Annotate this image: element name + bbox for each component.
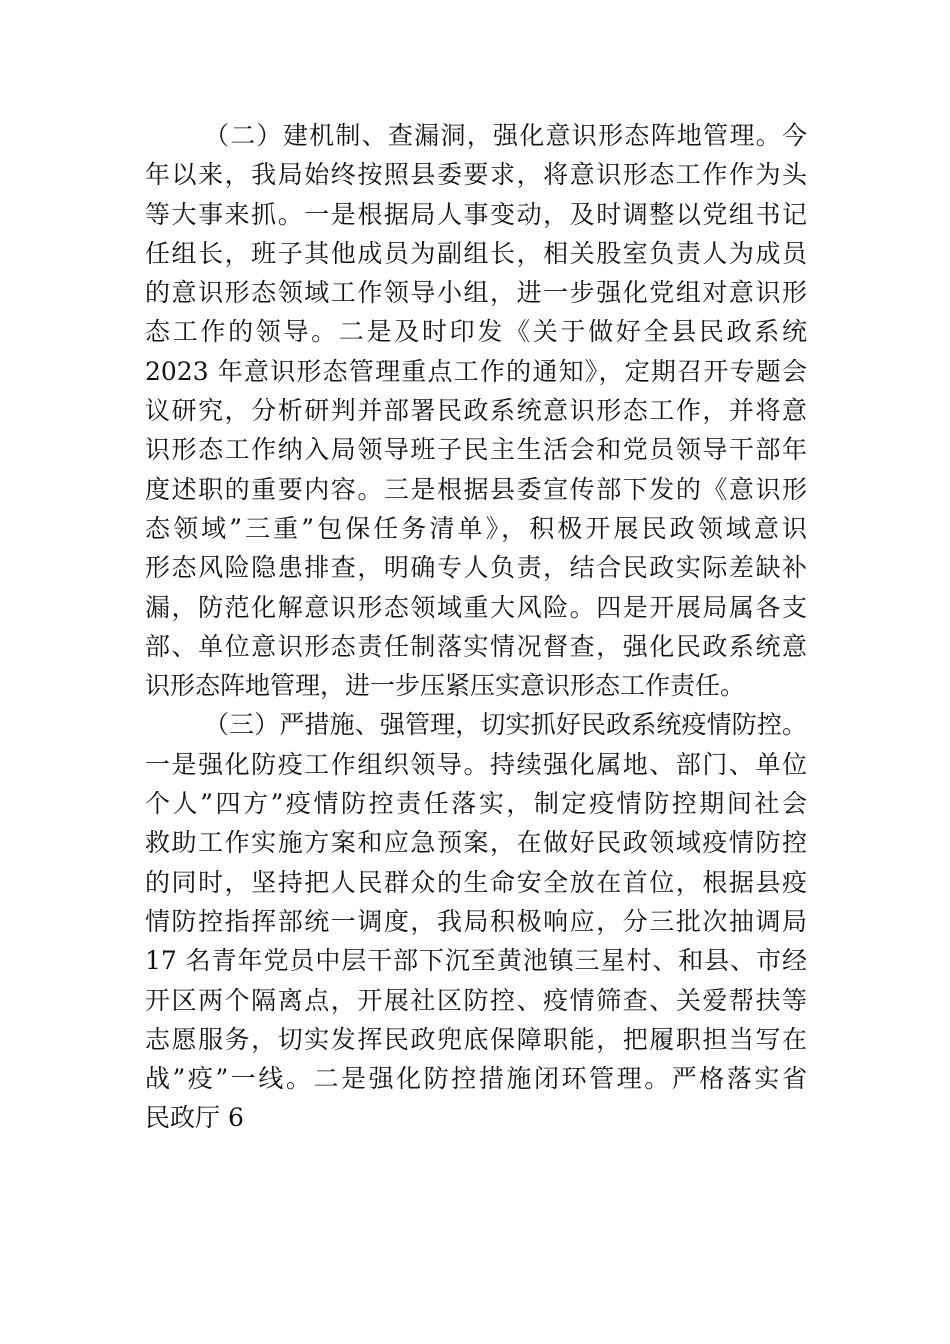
text-line: 识形态阵地管理，进一步压紧压实意识形态工作责任。 xyxy=(145,671,746,701)
text-line: 形态风险隐患排查，明确专人负责，结合民政实际差缺补 xyxy=(145,553,807,583)
text-line: 漏，防范化解意识形态领域重大风险。四是开展局属各支 xyxy=(145,592,807,622)
text-line: 任组长，班子其他成员为副组长，相关股室负责人为成员 xyxy=(145,238,807,268)
text-line: 17 名青年党员中层干部下沉至黄池镇三星村、和县、市经 xyxy=(145,946,807,976)
text-line: 年以来，我局始终按照县委要求，将意识形态工作作为头 xyxy=(145,160,807,190)
text-line: 的意识形态领域工作领导小组，进一步强化党组对意识形 xyxy=(145,278,807,308)
text-line: 救助工作实施方案和应急预案，在做好民政领域疫情防控 xyxy=(145,828,807,858)
text-line: 态领域”三重”包保任务清单》，积极开展民政领域意识 xyxy=(145,513,807,543)
text-line: 志愿服务，切实发挥民政兜底保障职能，把履职担当写在 xyxy=(145,1024,807,1054)
text-line: 议研究，分析研判并部署民政系统意识形态工作，并将意 xyxy=(145,396,807,426)
text-line: 态工作的领导。二是及时印发《关于做好全县民政系统 xyxy=(145,317,807,347)
text-line: 等大事来抓。一是根据局人事变动，及时调整以党组书记 xyxy=(145,199,807,229)
text-line: 民政厅 6 xyxy=(145,1103,244,1133)
paragraph-3-heading-line: （三）严措施、强管理，切实抓好民政系统疫情防控。 xyxy=(204,710,807,740)
text-line: 一是强化防疫工作组织领导。持续强化属地、部门、单位 xyxy=(145,749,807,779)
text-line: 2023 年意识形态管理重点工作的通知》，定期召开专题会 xyxy=(145,356,807,386)
text-line: 部、单位意识形态责任制落实情况督查，强化民政系统意 xyxy=(145,631,807,661)
text-line: 的同时，坚持把人民群众的生命安全放在首位，根据县疫 xyxy=(145,867,807,897)
paragraph-2-heading-line: （二）建机制、查漏洞，强化意识形态阵地管理。今 xyxy=(204,121,807,150)
text-line: 识形态工作纳入局领导班子民主生活会和党员领导干部年 xyxy=(145,435,807,465)
document-body xyxy=(145,116,807,1138)
text-line: 情防控指挥部统一调度，我局积极响应，分三批次抽调局 xyxy=(145,906,807,936)
text-line: 战”疫”一线。二是强化防控措施闭环管理。严格落实省 xyxy=(145,1064,807,1094)
text-line: 个人”四方”疫情防控责任落实，制定疫情防控期间社会 xyxy=(145,789,807,819)
text-line: 度述职的重要内容。三是根据县委宣传部下发的《意识形 xyxy=(145,474,807,504)
text-line: 开区两个隔离点，开展社区防控、疫情筛查、关爱帮扶等 xyxy=(145,985,807,1015)
